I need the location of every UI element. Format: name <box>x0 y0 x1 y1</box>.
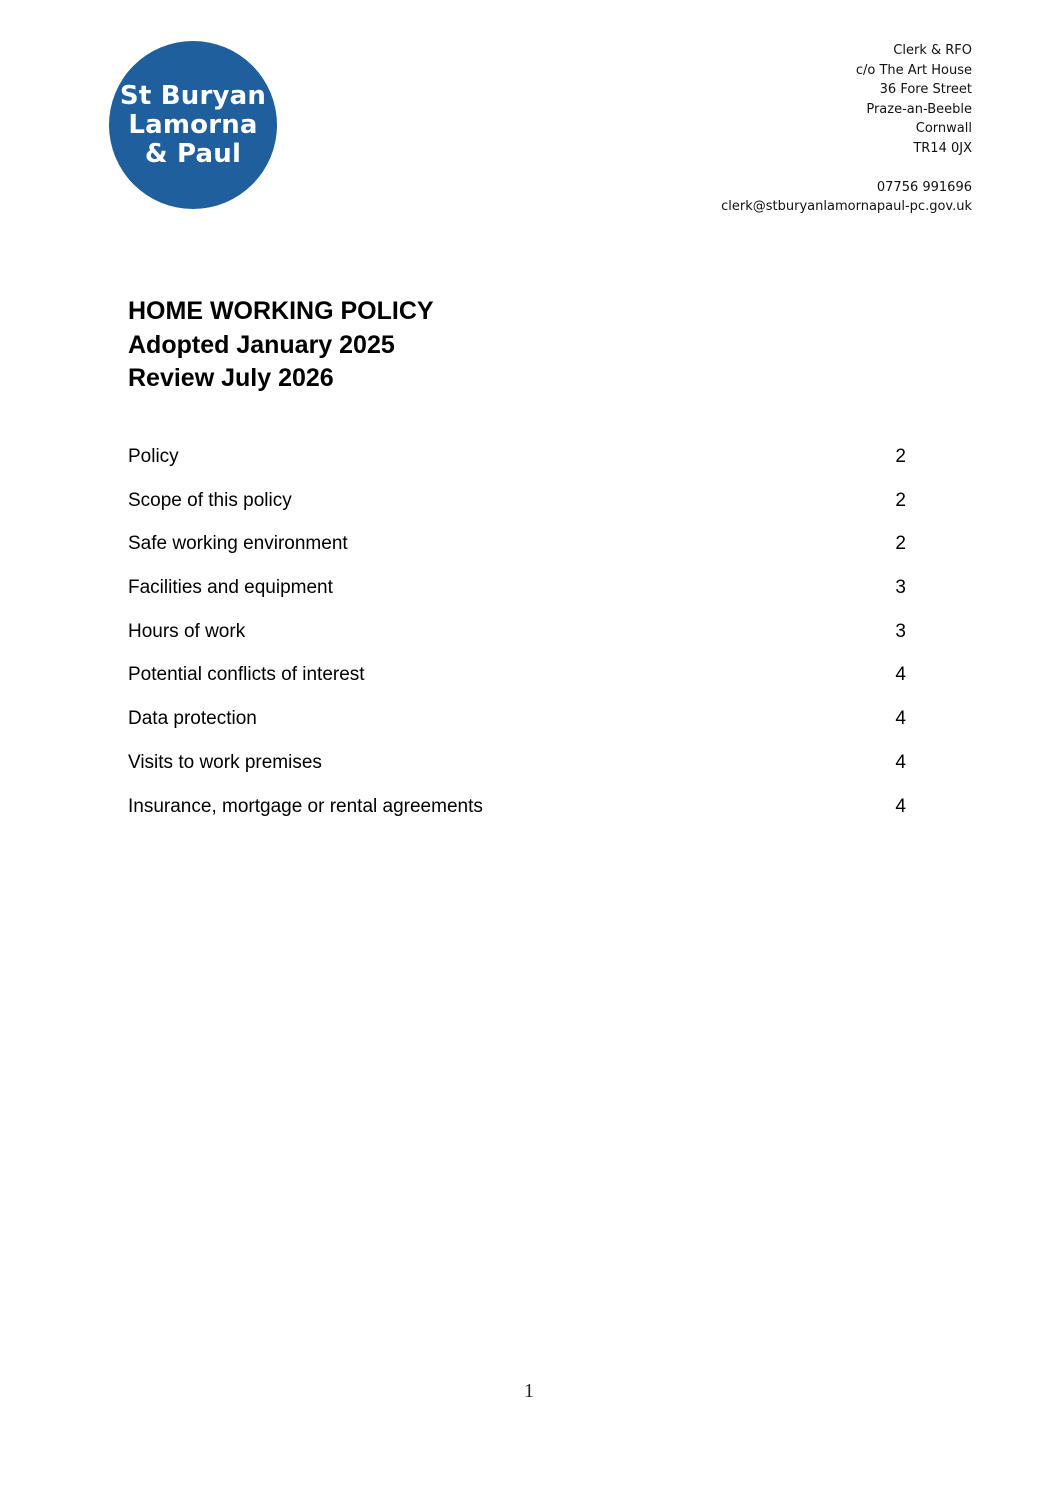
address-role: Clerk & RFO <box>893 43 972 58</box>
toc-entry-label: Facilities and equipment <box>128 577 333 599</box>
toc-entry <box>128 663 908 707</box>
address-line: Praze-an-Beeble <box>866 101 972 117</box>
toc-entry-page: 4 <box>895 795 906 817</box>
toc-entry-label: Policy <box>128 446 179 467</box>
contact-email: clerk@stburyanlamornapaul-pc.gov.uk <box>721 199 972 214</box>
address-line: c/o The Art House <box>855 62 972 78</box>
toc-entry-label: Scope of this policy <box>128 489 292 511</box>
logo-text-line: & Paul <box>144 138 242 169</box>
address-spacer <box>721 158 972 178</box>
toc-entry-page: 4 <box>895 664 906 686</box>
toc-entry-page: 2 <box>895 446 906 467</box>
contact-phone: 07756 991696 <box>876 179 972 195</box>
review-date: Review July 2026 <box>128 364 334 392</box>
council-logo <box>109 41 277 209</box>
toc-entry-page: 3 <box>895 620 906 642</box>
address-county: Cornwall <box>915 121 972 136</box>
document-title-block <box>128 295 434 396</box>
page-number: 1 <box>524 1380 534 1402</box>
document-title: HOME WORKING POLICY <box>128 297 434 325</box>
toc-entry-label: Visits to work premises <box>128 751 322 773</box>
toc-entry-label: Safe working environment <box>128 533 348 555</box>
toc-entry <box>128 576 908 620</box>
toc-entry <box>128 795 908 839</box>
address-postcode: TR14 0JX <box>913 140 972 156</box>
toc-entry-label: Hours of work <box>128 620 246 642</box>
address-line: 36 Fore Street <box>879 82 972 97</box>
toc-entry-page: 2 <box>895 489 906 511</box>
toc-entry-label: Potential conflicts of interest <box>128 664 365 686</box>
toc-entry-page: 3 <box>895 577 906 599</box>
toc-entry-label: Data protection <box>128 708 257 730</box>
toc-entry <box>128 751 908 795</box>
toc-entry-page: 4 <box>895 708 906 730</box>
logo-text-line: Lamorna <box>128 109 258 140</box>
toc-entry-label: Insurance, mortgage or rental agreements <box>128 795 483 817</box>
table-of-contents <box>128 445 908 838</box>
logo-text-line: St Buryan <box>119 80 267 111</box>
toc-entry <box>128 489 908 533</box>
toc-entry <box>128 532 908 576</box>
toc-entry <box>128 620 908 664</box>
toc-entry <box>128 707 908 751</box>
adopted-date: Adopted January 2025 <box>128 330 395 359</box>
toc-entry-page: 4 <box>895 751 906 773</box>
toc-entry <box>128 445 908 489</box>
contact-address-block <box>721 41 972 217</box>
toc-entry-page: 2 <box>895 533 906 555</box>
